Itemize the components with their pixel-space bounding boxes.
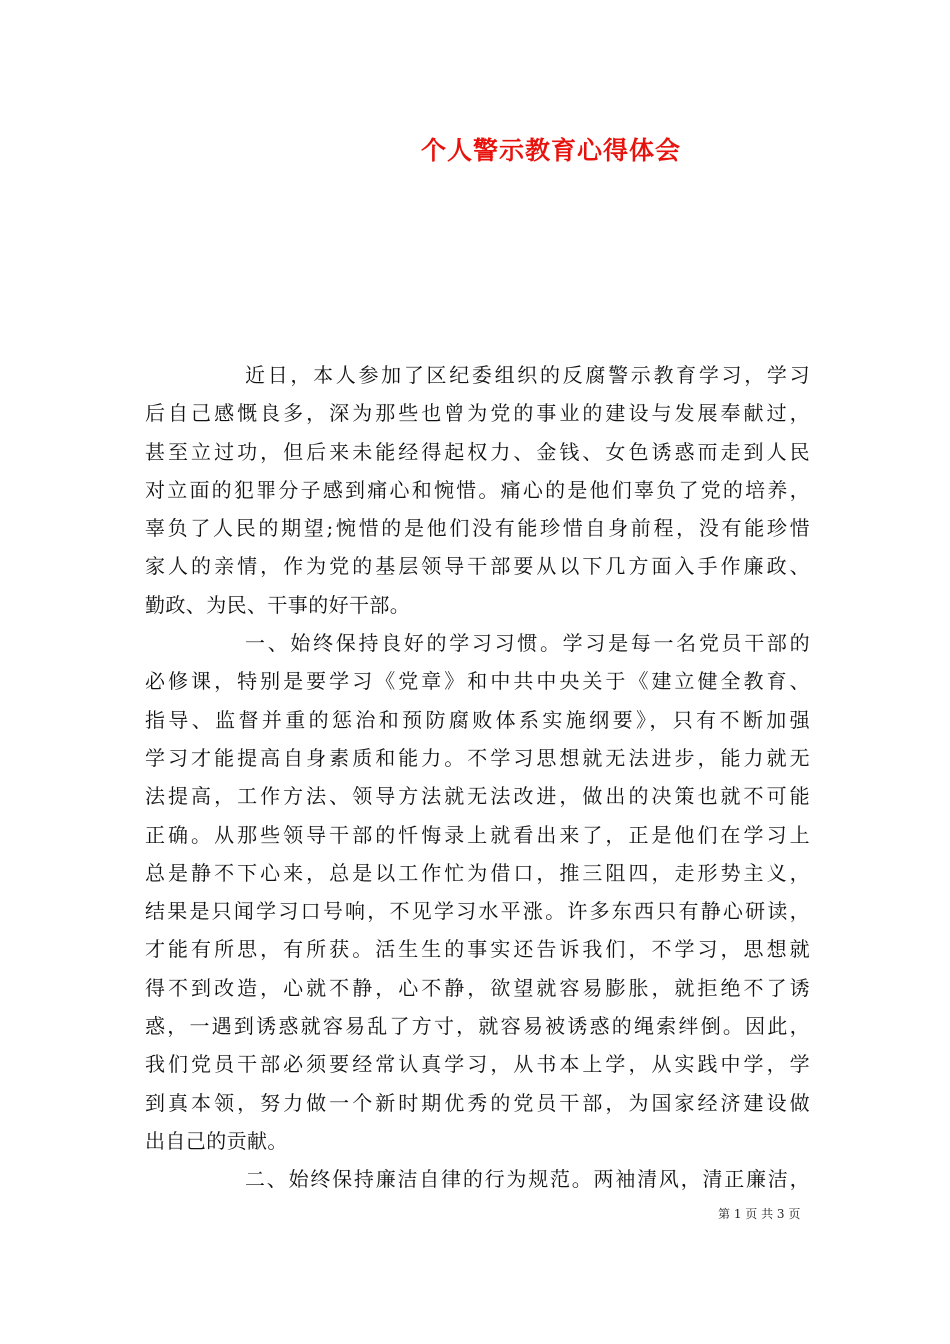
text-line: 得不到改造，心就不静，心不静，欲望就容易膨胀，就拒绝不了诱 [145,975,810,1000]
document-title: 个人警示教育心得体会 [420,136,681,165]
page-number-footer: 第 1 页 共 3 页 [718,1207,801,1221]
text-line: 甚至立过功，但后来未能经得起权力、金钱、女色诱惑而走到人民 [145,439,810,464]
text-line: 惑，一遇到诱惑就容易乱了方寸，就容易被诱惑的绳索绊倒。因此， [145,1014,810,1039]
text-line: 近日，本人参加了区纪委组织的反腐警示教育学习，学习 [245,363,810,387]
text-line: 学习才能提高自身素质和能力。不学习思想就无法进步，能力就无 [145,745,810,770]
text-line: 出自己的贡献。 [145,1128,288,1153]
text-line: 总是静不下心来，总是以工作忙为借口，推三阻四，走形势主义， [145,860,810,885]
text-line: 结果是只闻学习口号响，不见学习水平涨。许多东西只有静心研读， [145,899,810,924]
text-line: 对立面的犯罪分子感到痛心和惋惜。痛心的是他们辜负了党的培养， [145,477,810,502]
text-line: 到真本领，努力做一个新时期优秀的党员干部，为国家经济建设做 [145,1090,810,1115]
text-line: 才能有所思，有所获。活生生的事实还告诉我们，不学习，思想就 [145,937,810,962]
text-line: 正确。从那些领导干部的忏悔录上就看出来了，正是他们在学习上 [145,822,810,847]
text-line: 法提高，工作方法、领导方法就无法改进，做出的决策也就不可能 [145,784,810,809]
text-line: 二、始终保持廉洁自律的行为规范。两袖清风，清正廉洁， [245,1167,810,1192]
text-line: 勤政、为民、干事的好干部。 [145,592,411,617]
document-body [145,356,810,1199]
text-line: 后自己感慨良多，深为那些也曾为党的事业的建设与发展奉献过， [145,401,810,426]
text-line: 指导、监督并重的惩治和预防腐败体系实施纲要》，只有不断加强 [145,707,810,732]
text-line: 辜负了人民的期望;惋惜的是他们没有能珍惜自身前程，没有能珍惜 [145,516,810,541]
text-line: 必修课，特别是要学习《党章》和中共中央关于《建立健全教育、 [145,669,810,694]
text-line: 一、始终保持良好的学习习惯。学习是每一名党员干部的 [245,631,810,656]
text-line: 我们党员干部必须要经常认真学习，从书本上学，从实践中学，学 [145,1052,810,1077]
text-line: 家人的亲情，作为党的基层领导干部要从以下几方面入手作廉政、 [145,554,810,579]
